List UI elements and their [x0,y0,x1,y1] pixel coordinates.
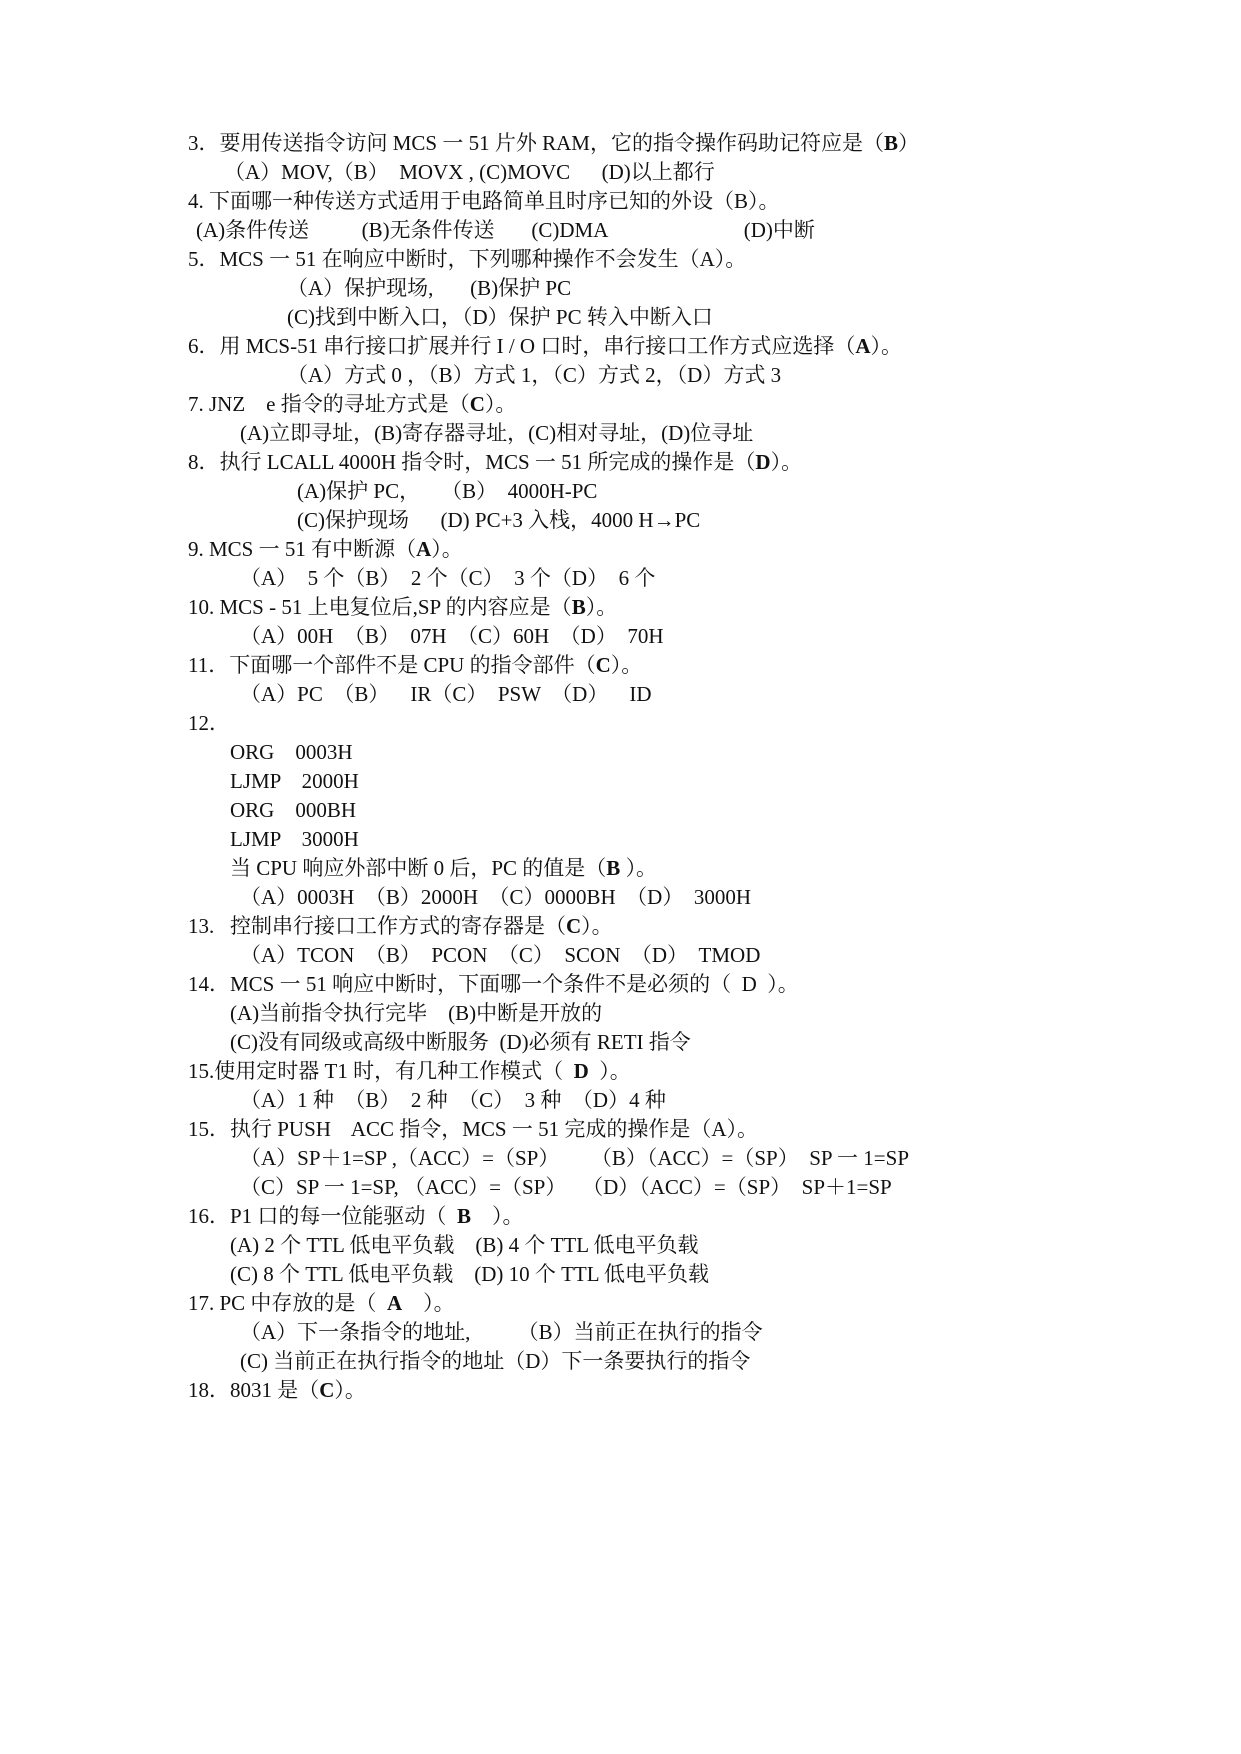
text-line [188,1288,455,1318]
line-text: (A)保护 PC， （B） 4000H-PC [297,479,598,503]
line-text: 16．P1 口的每一位能驱动（ [188,1204,457,1228]
text-line [240,621,664,651]
line-text: (C)没有同级或高级中断服务 (D)必须有 RETI 指令 [230,1030,691,1054]
text-line [297,476,597,506]
text-line [240,1085,666,1115]
line-text: ）。 [581,914,613,938]
line-text: 15．执行 PUSH ACC 指令，MCS 一 51 完成的操作是（A）。 [188,1117,758,1141]
answer-text: D [755,450,771,474]
line-text: ）。 [431,537,463,561]
text-line [230,998,602,1028]
text-line [240,679,652,709]
answer-text: B [456,1204,471,1228]
text-line [188,1056,631,1086]
line-text: 10. MCS - 51 上电复位后,SP 的内容应是（ [188,595,572,619]
text-line [188,534,463,564]
answer-text: A [416,537,432,561]
text-line [188,244,746,274]
text-line [287,273,571,303]
line-text: ）。 [870,334,903,358]
text-line [224,157,715,187]
text-line [188,331,902,361]
text-line [230,795,356,825]
text-line [188,186,780,216]
text-line [188,911,613,941]
line-text: LJMP 3000H [230,827,359,851]
line-text: (A) 2 个 TTL 低电平负载 (B) 4 个 TTL 低电平负载 [230,1233,699,1257]
line-text: ）。 [770,450,803,474]
line-text: 7. JNZ e 指令的寻址方式是（ [188,392,470,416]
text-line [230,824,359,854]
line-text: （A）PC （B） IR（C） PSW （D） ID [240,682,652,706]
line-text: （A）保护现场, (B)保护 PC [287,276,572,300]
line-text: ）。 [610,653,643,677]
line-text: 13. 控制串行接口工作方式的寄存器是（ [188,914,566,938]
text-line [188,592,617,622]
text-line [188,1375,366,1405]
text-line [240,940,760,970]
line-text: （A）TCON （B） PCON （C） SCON （D） TMOD [240,943,761,967]
text-line [188,969,799,999]
text-line [188,389,516,419]
text-line [230,1259,709,1289]
line-text: 当 CPU 响应外部中断 0 后，PC 的值是（ [230,856,607,880]
text-line [240,418,753,448]
line-text: 17. PC 中存放的是（ [188,1291,387,1315]
line-text: （A）00H （B） 07H （C）60H （D） 70H [240,624,664,648]
line-text: (A)当前指令执行完毕 (B)中断是开放的 [230,1001,603,1025]
line-text: 12． [188,711,230,735]
line-text: （C）SP 一 1=SP, （ACC）=（SP） （D）（ACC）=（SP） SP＋1=SP [240,1175,892,1199]
text-line [188,1201,523,1231]
answer-text: B [883,131,898,155]
text-line [230,853,657,883]
line-text: 15.使用定时器 T1 时，有几种工作模式（ [188,1059,574,1083]
text-line [240,1172,892,1202]
line-text: （A） 5 个（B） 2 个（C） 3 个（D） 6 个 [240,566,656,590]
line-text: （A）方式 0 ，（B）方式 1，（C）方式 2，（D）方式 3 [287,363,782,387]
line-text: (A)条件传送 (B)无条件传送 (C)DMA (D)中断 [196,218,815,242]
answer-text: B [606,856,621,880]
text-line [188,708,230,738]
answer-text: C [469,392,485,416]
text-line [230,1027,691,1057]
text-line [188,650,642,680]
line-text: 9. MCS 一 51 有中断源（ [188,537,417,561]
answer-text: A [386,1291,403,1315]
line-text: （A）下一条指令的地址, （B）当前正在执行的指令 [240,1320,763,1344]
text-line [240,1317,763,1347]
line-text: LJMP 2000H [230,769,359,793]
line-text: ）。 [470,1204,524,1228]
line-text: 11．下面哪一个部件不是 CPU 的指令部件（ [188,653,596,677]
answer-text: B [571,595,586,619]
text-line [297,505,700,535]
text-line [188,1114,758,1144]
line-text: 3．要用传送指令访问 MCS 一 51 片外 RAM，它的指令操作码助记符应是（ [188,131,884,155]
line-text: （A）MOV,（B） MOVX , (C)MOVC (D)以上都行 [224,160,715,184]
line-text: （A）1 种 （B） 2 种 （C） 3 种 （D）4 种 [240,1088,666,1112]
line-text: ）。 [620,856,658,880]
text-line [188,128,919,158]
text-line [188,447,802,477]
line-text: 6．用 MCS-51 串行接口扩展并行 I / O 口时，串行接口工作方式应选择（ [188,334,856,358]
text-line [230,766,359,796]
text-line [240,1143,909,1173]
line-text: 4. 下面哪一种传送方式适用于电路简单且时序已知的外设（B）。 [188,189,780,213]
answer-text: D [573,1059,589,1083]
text-line [287,302,713,332]
answer-text: C [566,914,582,938]
text-line [240,563,655,593]
text-line [287,360,781,390]
answer-text: A [855,334,871,358]
line-text: (C)找到中断入口，（D）保护 PC 转入中断入口 [287,305,713,329]
line-text: (C) 当前正在执行指令的地址（D）下一条要执行的指令 [240,1349,751,1373]
line-text: ）。 [585,595,618,619]
text-line [240,882,751,912]
text-line [230,1230,699,1260]
line-text: (A)立即寻址，(B)寄存器寻址，(C)相对寻址，(D)位寻址 [240,421,754,445]
line-text: ）。 [402,1291,455,1315]
line-text: 14．MCS 一 51 响应中断时，下面哪一个条件不是必须的（ D ）。 [188,972,799,996]
line-text: （A）SP＋1=SP ,（ACC）=（SP） （B）（ACC）=（SP） SP 一 1=SP [240,1146,909,1170]
text-line [196,215,815,245]
answer-text: C [595,653,611,677]
line-text: 18．8031 是（ [188,1378,320,1402]
line-text: ）。 [334,1378,366,1402]
line-text: ）。 [484,392,517,416]
line-text: ） [897,131,919,155]
line-text: 5．MCS 一 51 在响应中断时，下列哪种操作不会发生（A）。 [188,247,747,271]
line-text: ORG 000BH [230,798,357,822]
line-text: (C) 8 个 TTL 低电平负载 (D) 10 个 TTL 低电平负载 [230,1262,710,1286]
line-text: ORG 0003H [230,740,353,764]
line-text: (C)保护现场 (D) PC+3 入栈，4000 H→PC [297,508,701,532]
line-text: （A）0003H （B）2000H （C）0000BH （D） 3000H [240,885,752,909]
answer-text: C [319,1378,335,1402]
line-text: ）。 [588,1059,631,1083]
text-line [240,1346,750,1376]
line-text: 8．执行 LCALL 4000H 指令时，MCS 一 51 所完成的操作是（ [188,450,756,474]
text-line [230,737,353,767]
